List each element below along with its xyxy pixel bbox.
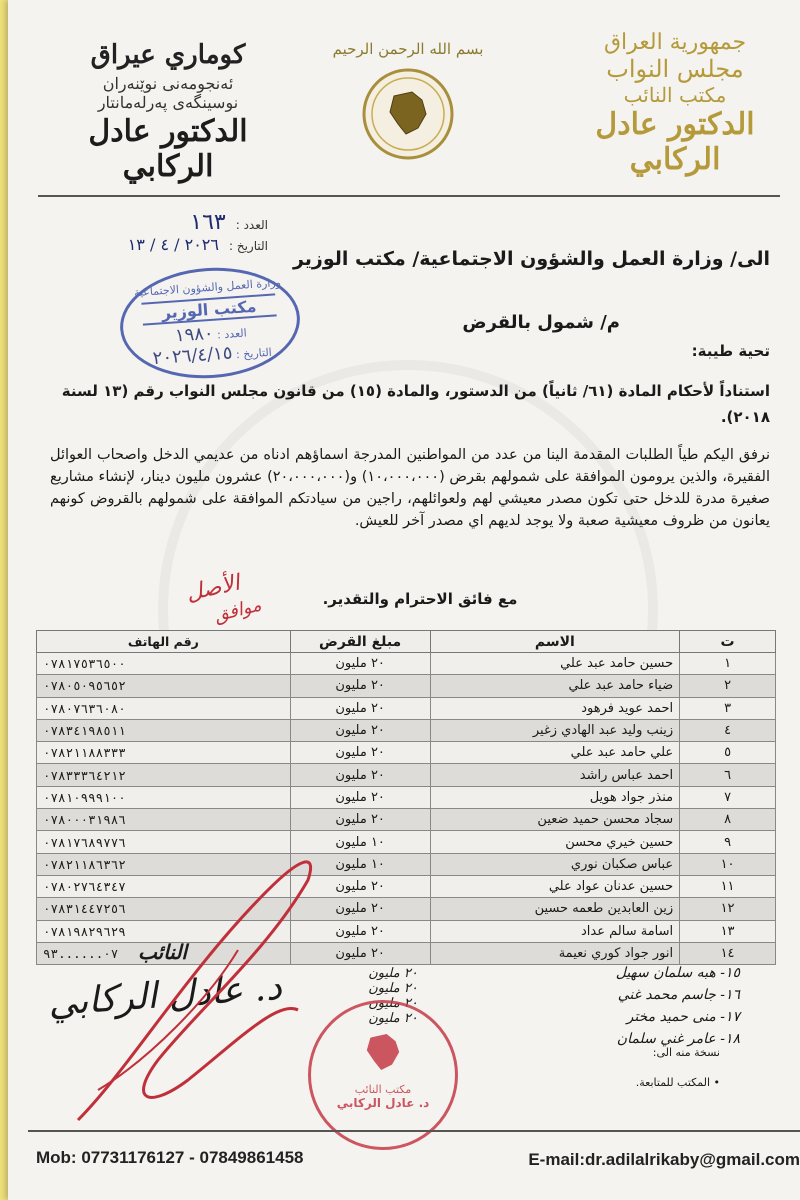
row-phone: ٠٧٨١٩٨٢٩٦٢٩ — [37, 920, 291, 942]
row-name: زين العابدين طعمه حسين — [430, 898, 680, 920]
row-name: حسين حامد عبد علي — [430, 653, 680, 675]
row-amount: ٢٠ مليون — [290, 697, 430, 719]
table-row — [37, 786, 776, 808]
stamp-number-label: العدد : — [216, 326, 248, 342]
letterhead-line: ئەنجومەنی نوێنەران — [102, 74, 234, 93]
letter-paper — [8, 0, 800, 1200]
row-index: ٩ — [680, 831, 776, 853]
letterhead-line: نوسینگەی پەرلەمانتار — [97, 93, 239, 112]
row-amount: ١٠ مليون — [290, 853, 430, 875]
row-index: ١٢ — [680, 898, 776, 920]
row-index: ١٤ — [680, 942, 776, 964]
letterhead-arabic — [570, 30, 780, 177]
header-name: الاسم — [430, 631, 680, 653]
letterhead-line: كوماري عيراق — [90, 40, 246, 70]
subject: م/ شمول بالقرض — [462, 312, 620, 333]
row-index: ٢ — [680, 675, 776, 697]
date-value: ٢٠٢٦ / ٤ / ١٣ — [127, 235, 219, 254]
stamp-ministry: وزارة العمل والشؤون الاجتماعية — [133, 275, 282, 300]
signature-name: د. عادل الركابي — [46, 966, 284, 1025]
header-rule — [38, 195, 780, 197]
handwritten-amount: ٢٠ مليون — [368, 996, 418, 1011]
table-header-row — [37, 631, 776, 653]
row-amount: ١٠ مليون — [290, 831, 430, 853]
handwritten-amount: ٢٠ مليون — [368, 981, 418, 996]
row-index: ١٠ — [680, 853, 776, 875]
row-name: احمد عباس راشد — [430, 764, 680, 786]
row-index: ٤ — [680, 719, 776, 741]
stamp-date-value: ٢٠٢٦/٤/١٥ — [152, 342, 234, 370]
row-index: ١ — [680, 653, 776, 675]
row-phone: ٠٧٨٢١١٨٦٣٦٢ — [37, 853, 291, 875]
row-amount: ٢٠ مليون — [290, 942, 430, 964]
ministry-stamp — [116, 262, 303, 384]
footer-rule — [28, 1130, 800, 1132]
header-phone: رقم الهاتف — [37, 631, 291, 653]
row-amount: ٢٠ مليون — [290, 786, 430, 808]
row-phone: ٠٧٨٢١١٨٨٣٣٣ — [37, 742, 291, 764]
red-signature-scribble — [68, 830, 328, 1130]
number-label: العدد : — [235, 218, 268, 232]
row-name: سجاد محسن حميد ضعين — [430, 809, 680, 831]
row-name: منذر جواد هويل — [430, 786, 680, 808]
row-phone: ٠٧٨٣٣٣٦٤٢١٢ — [37, 764, 291, 786]
row-name: اسامة سالم عداد — [430, 920, 680, 942]
row-index: ١٣ — [680, 920, 776, 942]
row-name: انور جواد كوري نعيمة — [430, 942, 680, 964]
greeting: تحية طيبة: — [691, 342, 770, 360]
handwritten-name: ١٦- جاسم محمد غني — [617, 987, 740, 1003]
row-phone: ٠٧٨٠٠٠٣١٩٨٦ — [37, 809, 291, 831]
office-stamp — [308, 1000, 458, 1150]
red-note-approved: موافق — [212, 594, 264, 627]
row-amount: ٢٠ مليون — [290, 764, 430, 786]
row-name: حسين خيري محسن — [430, 831, 680, 853]
stamp-number-value: ١٩٨٠ — [174, 322, 215, 347]
iraq-map-icon — [356, 1025, 410, 1079]
handwritten-name: ١٨- عامر غني سلمان — [616, 1031, 740, 1047]
signature-title: النائب — [138, 940, 187, 964]
row-name: احمد عويد فرهود — [430, 697, 680, 719]
row-index: ٣ — [680, 697, 776, 719]
row-phone: ٠٧٨١٧٥٣٦٥٠٠ — [37, 653, 291, 675]
table-row — [37, 742, 776, 764]
footer-email: E-mail:dr.adilalrikaby@gmail.com — [528, 1150, 800, 1169]
table-row — [37, 809, 776, 831]
row-index: ٥ — [680, 742, 776, 764]
copy-to-label: نسخة منه الى: — [652, 1046, 720, 1059]
red-stamp-line2: د. عادل الركابي — [336, 1096, 430, 1110]
handwritten-name: ١٧- منى حميد مختر — [626, 1009, 740, 1025]
letterhead-line: مكتب النائب — [623, 83, 727, 107]
table-row — [37, 675, 776, 697]
red-note-original: الأصل — [183, 570, 243, 607]
row-phone: ٠٧٨٠٥٠٩٥٦٥٢ — [37, 675, 291, 697]
row-amount: ٢٠ مليون — [290, 675, 430, 697]
letterhead-center — [308, 40, 508, 166]
row-amount: ٢٠ مليون — [290, 920, 430, 942]
request-paragraph: نرفق اليكم طياً الطلبات المقدمة الينا من عدد من المواطنين المدرجة اسماؤهم ادناه من عديمي الدخل واصحاب العوائل الفقيرة، والذين يرومون الموافقة على شمولهم بقرض (١٠،٠٠٠،٠٠٠) و(٢٠،٠٠٠،٠٠٠) عشرون مليون دينار، لإنشاء مشاريع صغيرة مدرة للدخل حتى تكون مصدر معيشي لهم ولعوائلهم، راجين من سيادتكم الموافقة على شمولهم بالقروض كونهم يعانون من ظروف معيشية صعبة ولا يوجد لديهم اي مصدر آخر للعيش. — [50, 447, 771, 529]
row-phone: ٠٧٨١٧٦٨٩٧٧٦ — [37, 831, 291, 853]
letterhead-line: مجلس النواب — [606, 55, 744, 83]
letterhead-kurdish — [38, 40, 298, 184]
row-phone: ٠٧٨٣٤١٩٨٥١١ — [37, 719, 291, 741]
row-index: ٧ — [680, 786, 776, 808]
handwritten-name: ١٥- هبه سلمان سهيل — [615, 965, 740, 981]
row-phone: ٠٧٨١٠٩٩٩١٠٠ — [37, 786, 291, 808]
stamp-date-label: التاريخ : — [235, 345, 273, 362]
handwritten-amount: ٢٠ مليون — [368, 966, 418, 981]
table-row — [37, 653, 776, 675]
row-amount: ٢٠ مليون — [290, 653, 430, 675]
row-phone: ٠٧٨٣١٤٤٧٢٥٦ — [37, 898, 291, 920]
row-phone: ٠٧......٩٣ — [37, 942, 291, 964]
row-name: علي حامد عبد علي — [430, 742, 680, 764]
row-amount: ٢٠ مليون — [290, 898, 430, 920]
handwritten-amount: ٢٠ مليون — [368, 1011, 418, 1026]
number-value: ١٦٣ — [190, 210, 226, 235]
legal-basis-paragraph: استناداً لأحكام المادة (٦١/ ثانياً) من الدستور، والمادة (١٥) من قانون مجلس النواب رقم (١٣ لسنة ٢٠١٨). — [61, 382, 770, 426]
addressee: الى/ وزارة العمل والشؤون الاجتماعية/ مكتب الوزير — [292, 248, 770, 270]
footer-mobile: Mob: 07731176127 - 07849861458 — [36, 1148, 304, 1167]
row-amount: ٢٠ مليون — [290, 719, 430, 741]
stamp-office: مكتب الوزير — [141, 293, 276, 325]
parliament-emblem-icon — [360, 66, 456, 162]
row-index: ٨ — [680, 809, 776, 831]
row-index: ١١ — [680, 875, 776, 897]
red-stamp-line1: مكتب النائب — [354, 1083, 412, 1096]
copy-to-item: • المكتب للمتابعة. — [635, 1076, 720, 1089]
row-index: ٦ — [680, 764, 776, 786]
row-name: ضياء حامد عبد علي — [430, 675, 680, 697]
row-name: حسين عدنان عواد علي — [430, 875, 680, 897]
handwritten-extra-names — [480, 962, 740, 1050]
date-label: التاريخ : — [228, 239, 268, 253]
row-phone: ٠٧٨٠٧٦٣٦٠٨٠ — [37, 697, 291, 719]
basmala: بسم الله الرحمن الرحيم — [332, 40, 484, 58]
letterhead-line: الدكتور عادل الركابي — [595, 107, 755, 177]
letterhead-line: جمهورية العراق — [603, 30, 747, 55]
letterhead-line: الدكتور عادل الركابي — [88, 114, 248, 184]
header-index: ت — [680, 631, 776, 653]
closing: مع فائق الاحترام والتقدير. — [322, 590, 518, 608]
row-amount: ٢٠ مليون — [290, 809, 430, 831]
row-name: عباس صكبان نوري — [430, 853, 680, 875]
table-row — [37, 764, 776, 786]
row-amount: ٢٠ مليون — [290, 875, 430, 897]
table-row — [37, 697, 776, 719]
header-amount: مبلغ القرض — [290, 631, 430, 653]
table-row — [37, 719, 776, 741]
row-phone: ٠٧٨٠٢٧٦٤٣٤٧ — [37, 875, 291, 897]
row-amount: ٢٠ مليون — [290, 742, 430, 764]
row-name: زينب وليد عبد الهادي زغير — [430, 719, 680, 741]
